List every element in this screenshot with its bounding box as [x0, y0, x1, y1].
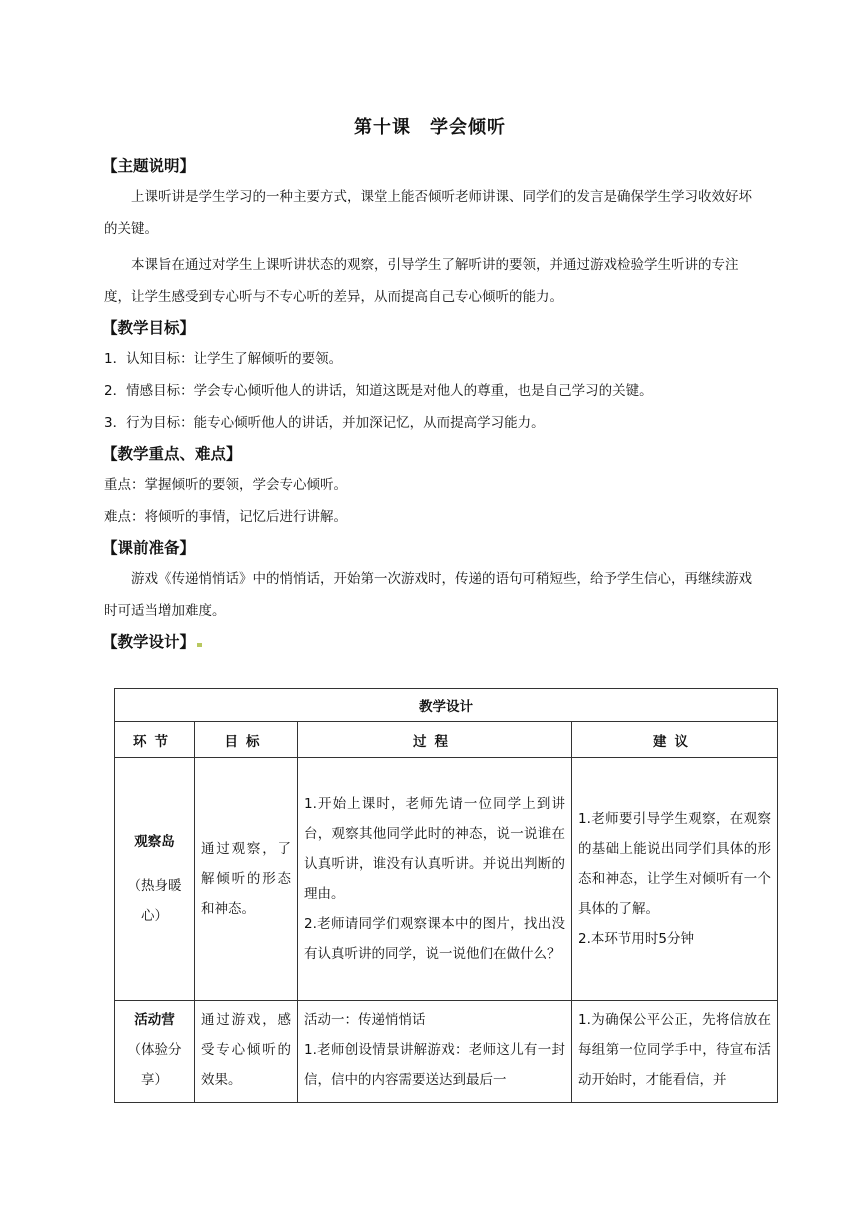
- table-title: 教学设计: [115, 689, 778, 722]
- advice-cell: [572, 1001, 778, 1103]
- goal-cell: [195, 758, 298, 1001]
- goal-cell: [195, 1001, 298, 1103]
- goals-heading: 【教学目标】: [102, 319, 196, 337]
- goal-text: 通过观察，了解倾听的形态和神态。: [201, 841, 291, 917]
- key-points-heading: 【教学重点、难点】: [102, 445, 242, 463]
- header-goal: 目标: [195, 722, 298, 758]
- lesson-title: 第十课 学会倾听: [354, 117, 506, 138]
- process-step: 1.老师创设情景讲解游戏：老师这儿有一封信，信中的内容需要送达到最后一: [304, 1042, 565, 1088]
- process-step: 活动一：传递悄悄话: [304, 1012, 426, 1028]
- goal-item-behavioral: 3．行为目标：能专心倾听他人的讲话，并加深记忆，从而提高学习能力。: [104, 415, 545, 431]
- key-point-difficulty: 难点：将倾听的事情，记忆后进行讲解。: [104, 509, 347, 525]
- design-heading: 【教学设计】: [102, 633, 196, 651]
- design-heading-row: [102, 627, 764, 657]
- header-advice: 建议: [572, 722, 778, 758]
- advice-cell: [572, 758, 778, 1001]
- stage-name: 观察岛: [134, 834, 175, 850]
- advice-item: 1.老师要引导学生观察，在观察的基础上能说出同学们具体的形态和神态，让学生对倾听有一个具体的了解。: [578, 811, 771, 917]
- goal-item-emotional: 2．情感目标：学会专心倾听他人的讲话，知道这既是对他人的尊重，也是自己学习的关键。: [104, 383, 653, 399]
- prep-paragraph: 游戏《传递悄悄话》中的悄悄话，开始第一次游戏时，传递的语句可稍短些，给予学生信心，再继续游戏时可适当增加难度。: [104, 571, 752, 619]
- stage-name: 活动营: [134, 1012, 175, 1028]
- theme-paragraph-2: 本课旨在通过对学生上课听讲状态的观察，引导学生了解听讲的要领，并通过游戏检验学生听讲的专注度，让学生感受到专心听与不专心听的差异，从而提高自己专心倾听的能力。: [104, 257, 739, 305]
- table-row: [115, 1001, 778, 1103]
- process-cell: [298, 758, 572, 1001]
- header-stage: 环节: [115, 722, 195, 758]
- process-step: 1.开始上课时，老师先请一位同学上到讲台，观察其他同学此时的神态，说一说谁在认真听讲，谁没有认真听讲。并说出判断的理由。: [304, 796, 565, 902]
- stage-subtitle: （体验分享）: [127, 1042, 182, 1088]
- process-cell: [298, 1001, 572, 1103]
- table-header-row: [115, 722, 778, 758]
- process-step: 2.老师请同学们观察课本中的图片，找出没有认真听讲的同学，说一说他们在做什么？: [304, 916, 565, 962]
- theme-paragraph-1: 上课听讲是学生学习的一种主要方式，课堂上能否倾听老师讲课、同学们的发言是确保学生学习收效好坏的关键。: [104, 189, 752, 237]
- goal-item-cognitive: 1．认知目标：让学生了解倾听的要领。: [104, 351, 343, 367]
- table-row: [115, 758, 778, 1001]
- stage-cell: [115, 758, 195, 1001]
- prep-heading: 【课前准备】: [102, 539, 196, 557]
- teaching-design-table: [114, 688, 778, 1103]
- document-body: [104, 151, 764, 657]
- stage-subtitle: （热身暖心）: [127, 878, 182, 924]
- advice-item: 2.本环节用时5分钟: [578, 931, 694, 947]
- edit-marker-icon: [197, 643, 202, 647]
- key-point-focus: 重点：掌握倾听的要领，学会专心倾听。: [104, 477, 347, 493]
- advice-item: 1.为确保公平公正，先将信放在每组第一位同学手中，待宣布活动开始时，才能看信，并: [578, 1012, 771, 1088]
- header-process: 过程: [298, 722, 572, 758]
- goal-text: 通过游戏，感受专心倾听的效果。: [201, 1012, 291, 1088]
- theme-heading: 【主题说明】: [102, 157, 196, 175]
- stage-cell: [115, 1001, 195, 1103]
